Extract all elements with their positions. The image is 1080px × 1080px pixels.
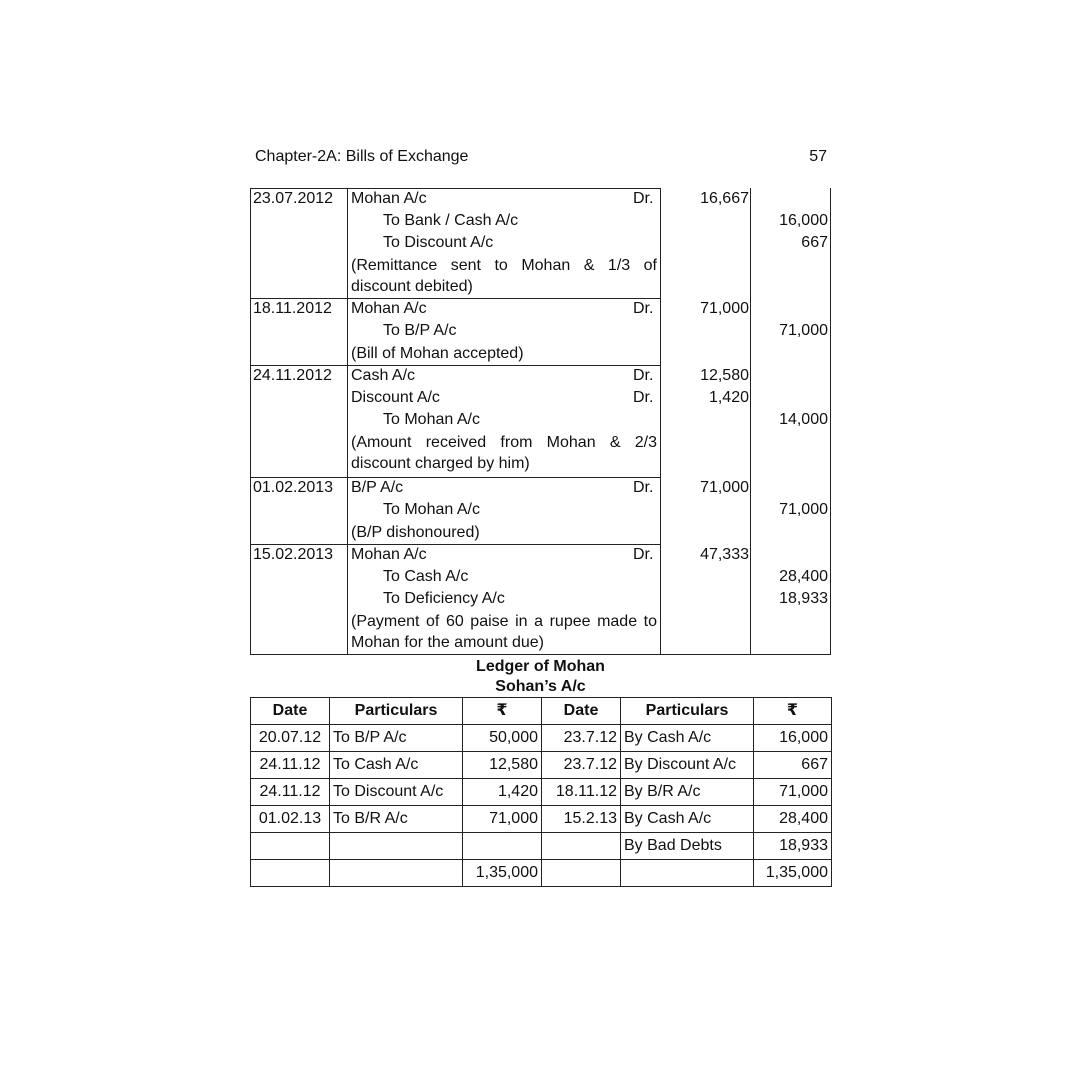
journal-credit-amount: 71,000 — [779, 322, 828, 339]
ledger-particulars-debit: To B/P A/c — [330, 725, 463, 752]
ledger-particulars-debit: To Cash A/c — [330, 752, 463, 779]
ledger-amount-credit: 28,400 — [754, 806, 832, 833]
ledger-particulars-credit: By Cash A/c — [621, 725, 754, 752]
journal-account: To Deficiency A/c — [383, 590, 505, 607]
journal-entry — [250, 477, 831, 541]
journal-credit-amount: 14,000 — [779, 411, 828, 428]
ledger-header-row — [251, 698, 832, 725]
journal-debit-amount: 12,580 — [700, 367, 749, 384]
journal-dr-mark: Dr. — [633, 389, 654, 406]
journal-credit-amount: 667 — [801, 234, 828, 251]
journal-debit-amount: 71,000 — [700, 300, 749, 317]
ledger-date-debit: 24.11.12 — [251, 779, 330, 806]
ledger-date-debit — [251, 833, 330, 860]
ledger-amount-debit: 71,000 — [463, 806, 542, 833]
journal-line — [250, 320, 831, 342]
journal-debit-amount: 71,000 — [700, 479, 749, 496]
ledger-amount-debit: 1,420 — [463, 779, 542, 806]
journal-narration: (Payment of 60 paise in a rupee made to Mohan for the amount due) — [351, 613, 657, 651]
ledger-amount-debit: 12,580 — [463, 752, 542, 779]
journal-entry — [250, 188, 831, 295]
journal-dr-mark: Dr. — [633, 300, 654, 317]
ledger-date-debit: 01.02.13 — [251, 806, 330, 833]
chapter-title: Chapter-2A: Bills of Exchange — [255, 148, 469, 165]
page-number: 57 — [809, 148, 827, 165]
ledger-row — [251, 779, 832, 806]
journal-dr-mark: Dr. — [633, 479, 654, 496]
journal-dr-mark: Dr. — [633, 546, 654, 563]
journal-account: To Discount A/c — [383, 234, 494, 251]
journal-line — [250, 477, 831, 499]
ledger-particulars-debit — [330, 860, 463, 887]
ledger-row — [251, 833, 832, 860]
journal-line — [250, 409, 831, 431]
journal-account: Mohan A/c — [351, 190, 427, 207]
journal-date: 01.02.2013 — [253, 479, 334, 496]
ledger-header-date-credit: Date — [542, 698, 621, 725]
journal-date: 18.11.2012 — [253, 300, 332, 317]
ledger-date-credit: 23.7.12 — [542, 752, 621, 779]
ledger-header-date-debit: Date — [251, 698, 330, 725]
journal-date: 23.07.2012 — [253, 190, 334, 207]
journal-date: 24.11.2012 — [253, 367, 332, 384]
ledger-amount-credit: 71,000 — [754, 779, 832, 806]
journal-debit-amount: 16,667 — [700, 190, 749, 207]
journal-line — [250, 210, 831, 232]
journal-account: Cash A/c — [351, 367, 416, 384]
ledger-date-credit: 15.2.13 — [542, 806, 621, 833]
journal-credit-amount: 18,933 — [779, 590, 828, 607]
journal-account: To Cash A/c — [383, 568, 469, 585]
journal-narration: (B/P dishonoured) — [351, 524, 480, 541]
ledger-row — [251, 725, 832, 752]
journal-line — [250, 566, 831, 588]
journal-entry — [250, 544, 831, 651]
journal-dr-mark: Dr. — [633, 190, 654, 207]
ledger-amount-credit: 18,933 — [754, 833, 832, 860]
ledger-date-debit: 24.11.12 — [251, 752, 330, 779]
journal-line — [250, 365, 831, 387]
ledger-table — [250, 697, 832, 887]
page-header — [255, 146, 827, 168]
ledger-particulars-credit — [621, 860, 754, 887]
journal-line — [250, 499, 831, 521]
ledger-amount-credit: 667 — [754, 752, 832, 779]
journal-narration: (Bill of Mohan accepted) — [351, 345, 524, 362]
ledger-subtitle: Sohan’s A/c — [495, 678, 586, 695]
ledger-amount-debit — [463, 833, 542, 860]
journal-account: Mohan A/c — [351, 546, 427, 563]
journal-table — [250, 188, 831, 655]
journal-credit-amount: 16,000 — [779, 212, 828, 229]
ledger-header-amount-debit: ₹ — [463, 698, 542, 725]
ledger-header-amount-credit: ₹ — [754, 698, 832, 725]
journal-credit-amount: 71,000 — [779, 501, 828, 518]
journal-account: To Mohan A/c — [383, 411, 480, 428]
ledger-particulars-credit: By B/R A/c — [621, 779, 754, 806]
journal-account: B/P A/c — [351, 479, 404, 496]
journal-account: To B/P A/c — [383, 322, 457, 339]
ledger-particulars-debit: To B/R A/c — [330, 806, 463, 833]
ledger-row — [251, 752, 832, 779]
journal-account: Discount A/c — [351, 389, 440, 406]
journal-bottom-rule — [250, 654, 831, 655]
ledger-header-particulars-credit: Particulars — [621, 698, 754, 725]
journal-debit-amount: 1,420 — [708, 389, 749, 406]
ledger-date-credit — [542, 860, 621, 887]
ledger-amount-credit: 1,35,000 — [754, 860, 832, 887]
journal-credit-amount: 28,400 — [779, 568, 828, 585]
ledger-particulars-credit: By Discount A/c — [621, 752, 754, 779]
journal-entry — [250, 365, 831, 472]
ledger-particulars-debit — [330, 833, 463, 860]
journal-entry — [250, 298, 831, 362]
ledger-amount-credit: 16,000 — [754, 725, 832, 752]
journal-line — [250, 188, 831, 210]
journal-debit-amount: 47,333 — [700, 546, 749, 563]
ledger-particulars-credit: By Cash A/c — [621, 806, 754, 833]
journal-account: Mohan A/c — [351, 300, 427, 317]
ledger-header-particulars-debit: Particulars — [330, 698, 463, 725]
ledger-amount-debit: 50,000 — [463, 725, 542, 752]
journal-line — [250, 387, 831, 409]
journal-dr-mark: Dr. — [633, 367, 654, 384]
journal-line — [250, 298, 831, 320]
journal-narration: (Remittance sent to Mohan & 1/3 of discount debited) — [351, 257, 657, 295]
ledger-date-debit: 20.07.12 — [251, 725, 330, 752]
ledger-date-credit: 18.11.12 — [542, 779, 621, 806]
ledger-row — [251, 806, 832, 833]
journal-line — [250, 588, 831, 610]
journal-date: 15.02.2013 — [253, 546, 334, 563]
ledger-particulars-debit: To Discount A/c — [330, 779, 463, 806]
journal-narration: (Amount received from Mohan & 2/3 discount charged by him) — [351, 434, 657, 472]
ledger-date-debit — [251, 860, 330, 887]
ledger-date-credit: 23.7.12 — [542, 725, 621, 752]
ledger-particulars-credit: By Bad Debts — [621, 833, 754, 860]
ledger-amount-debit: 1,35,000 — [463, 860, 542, 887]
ledger-date-credit — [542, 833, 621, 860]
ledger-row — [251, 860, 832, 887]
journal-account: To Bank / Cash A/c — [383, 212, 519, 229]
journal-line — [250, 544, 831, 566]
ledger-title: Ledger of Mohan — [476, 658, 605, 675]
journal-account: To Mohan A/c — [383, 501, 480, 518]
journal-line — [250, 232, 831, 254]
